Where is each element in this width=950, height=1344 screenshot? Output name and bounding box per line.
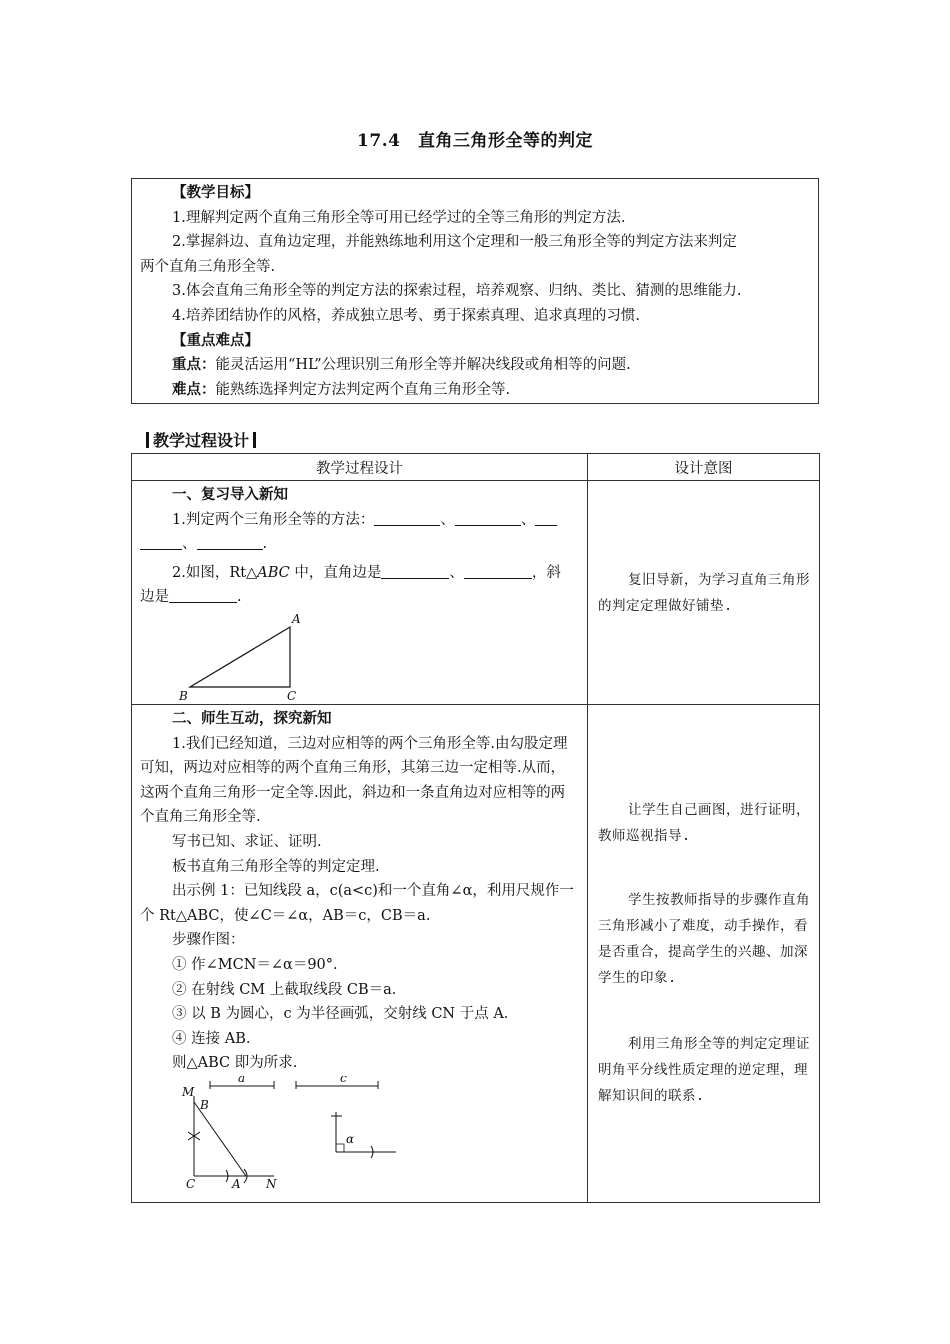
key-point bbox=[140, 353, 810, 378]
blank bbox=[464, 564, 532, 579]
goals-heading: 【教学目标】 bbox=[172, 184, 259, 201]
goal-item-4: 4.培养团结协作的风格，养成独立思考、勇于探索真理、追求真理的习惯. bbox=[172, 307, 640, 324]
explore-para1: 1.我们已经知道，三边对应相等的两个三角形全等.由勾股定理可知，两边对应相等的两个直角三角形，其第三边一定相等.从而，这两个直角三角形一定全等.因此，斜边和一条直角边对应相等的两个直角三角形全等. bbox=[140, 735, 568, 826]
label-seg-a: a bbox=[238, 1075, 246, 1085]
review-q1: 1.判定两个三角形全等的方法： 、 、 bbox=[140, 508, 579, 533]
table-row bbox=[132, 705, 820, 1203]
label-m: M bbox=[182, 1084, 195, 1099]
difficulty-text: 能熟练选择判定方法判定两个直角三角形全等. bbox=[215, 381, 511, 398]
label-seg-c: c bbox=[340, 1075, 347, 1085]
difficulty-label: 难点： bbox=[172, 380, 216, 398]
goal-item-2-cont: 两个直角三角形全等. bbox=[140, 258, 276, 275]
blank bbox=[197, 535, 263, 550]
triangle-abc bbox=[190, 627, 290, 687]
explore-board: 板书直角三角形全等的判定定理. bbox=[172, 858, 380, 875]
section-bar-left bbox=[146, 432, 149, 448]
review-intent-cell bbox=[588, 481, 820, 705]
intent-note-4: 利用三角形全等的判定定理证明角平分线性质定理的逆定理，理解知识间的联系. bbox=[598, 1036, 810, 1104]
table-row bbox=[132, 481, 820, 705]
label-c2: C bbox=[186, 1176, 196, 1188]
intent-note-1: 复旧导新，为学习直角三角形的判定定理做好铺垫. bbox=[598, 571, 810, 614]
intent-note-2: 让学生自己画图，进行证明，教师巡视指导. bbox=[598, 802, 810, 844]
header-intent: 设计意图 bbox=[588, 454, 820, 481]
step-2: ② 在射线 CM 上截取线段 CB＝a. bbox=[172, 981, 397, 998]
triangle-abc-figure bbox=[174, 612, 334, 702]
angle-alpha-square bbox=[336, 1144, 344, 1152]
process-table bbox=[131, 453, 820, 1203]
explore-intent-cell bbox=[588, 705, 820, 1203]
example-1: 出示例 1：已知线段 a，c(a<c)和一个直角∠α，利用尺规作一个 Rt△ABC，使∠C＝∠α，AB＝c，CB＝a. bbox=[140, 883, 574, 924]
review-heading: 一、复习导入新知 bbox=[172, 486, 288, 503]
label-a2: A bbox=[232, 1176, 241, 1188]
review-q2-abc: ABC bbox=[257, 564, 290, 581]
segment-ab bbox=[194, 1102, 246, 1176]
section-bar-right bbox=[253, 432, 256, 448]
blank bbox=[140, 535, 182, 550]
intent-note-3: 学生按教师指导的步骤作直角三角形减小了难度，动手操作，看是否重合，提高学生的兴趣、加深学生的印象. bbox=[598, 892, 810, 986]
header-process: 教学过程设计 bbox=[132, 454, 588, 481]
explore-cell bbox=[132, 705, 588, 1203]
goal-item-3: 3.体会直角三角形全等的判定方法的探索过程，培养观察、归纳、类比、猜测的思维能力. bbox=[172, 283, 742, 300]
review-q1-text: 1.判定两个三角形全等的方法： bbox=[172, 511, 375, 528]
construction-figure bbox=[170, 1076, 430, 1188]
review-q2-mid: 中，直角边是 bbox=[289, 564, 382, 581]
step-1: ① 作∠MCN＝∠α＝90°. bbox=[172, 956, 338, 973]
table-header-row bbox=[132, 454, 820, 481]
explore-heading: 二、师生互动，探究新知 bbox=[172, 710, 332, 727]
review-q2-prefix: 2.如图，Rt△ bbox=[172, 564, 258, 581]
label-b2: B bbox=[200, 1097, 209, 1112]
conclusion: 则△ABC 即为所求. bbox=[172, 1055, 298, 1072]
blank bbox=[381, 564, 449, 579]
review-q2-tail: ，斜 bbox=[531, 564, 561, 581]
label-a: A bbox=[292, 611, 301, 626]
explore-write: 写书已知、求证、证明. bbox=[172, 833, 322, 850]
blank bbox=[535, 511, 557, 526]
key-point-label: 重点： bbox=[172, 356, 216, 374]
section-heading bbox=[142, 428, 260, 451]
section-heading-text: 教学过程设计 bbox=[153, 431, 250, 450]
steps-title: 步骤作图： bbox=[172, 932, 245, 949]
review-q2-cont: 边是 . bbox=[140, 589, 242, 606]
step-3: ③ 以 B 为圆心，c 为半径画弧，交射线 CN 于点 A. bbox=[172, 1006, 509, 1023]
review-q1-cont: 、 . bbox=[140, 532, 579, 557]
label-alpha: α bbox=[346, 1131, 355, 1146]
difficulty-point bbox=[140, 378, 810, 403]
label-n: N bbox=[266, 1176, 277, 1188]
page-title: 17.4 直角三角形全等的判定 bbox=[357, 131, 593, 151]
key-point-text: 能灵活运用“HL”公理识别三角形全等并解决线段或角相等的问题. bbox=[215, 357, 631, 374]
teaching-goals-box bbox=[131, 178, 819, 404]
goal-item-2: 2.掌握斜边、直角边定理，并能熟练地利用这个定理和一般三角形全等的判定方法来判定 bbox=[172, 234, 737, 251]
blank bbox=[374, 511, 440, 526]
label-c: C bbox=[287, 688, 297, 702]
blank bbox=[169, 588, 237, 603]
step-4: ④ 连接 AB. bbox=[172, 1030, 251, 1047]
review-cell bbox=[132, 481, 588, 705]
key-difficulty-heading: 【重点难点】 bbox=[172, 331, 259, 349]
goal-item-1: 1.理解判定两个直角三角形全等可用已经学过的全等三角形的判定方法. bbox=[172, 209, 626, 226]
blank bbox=[455, 511, 521, 526]
review-q2: 2.如图，Rt△ABC 中，直角边是 、 ，斜 bbox=[172, 564, 561, 581]
review-q2-line2: 边是 bbox=[140, 589, 169, 606]
label-b: B bbox=[179, 688, 188, 702]
